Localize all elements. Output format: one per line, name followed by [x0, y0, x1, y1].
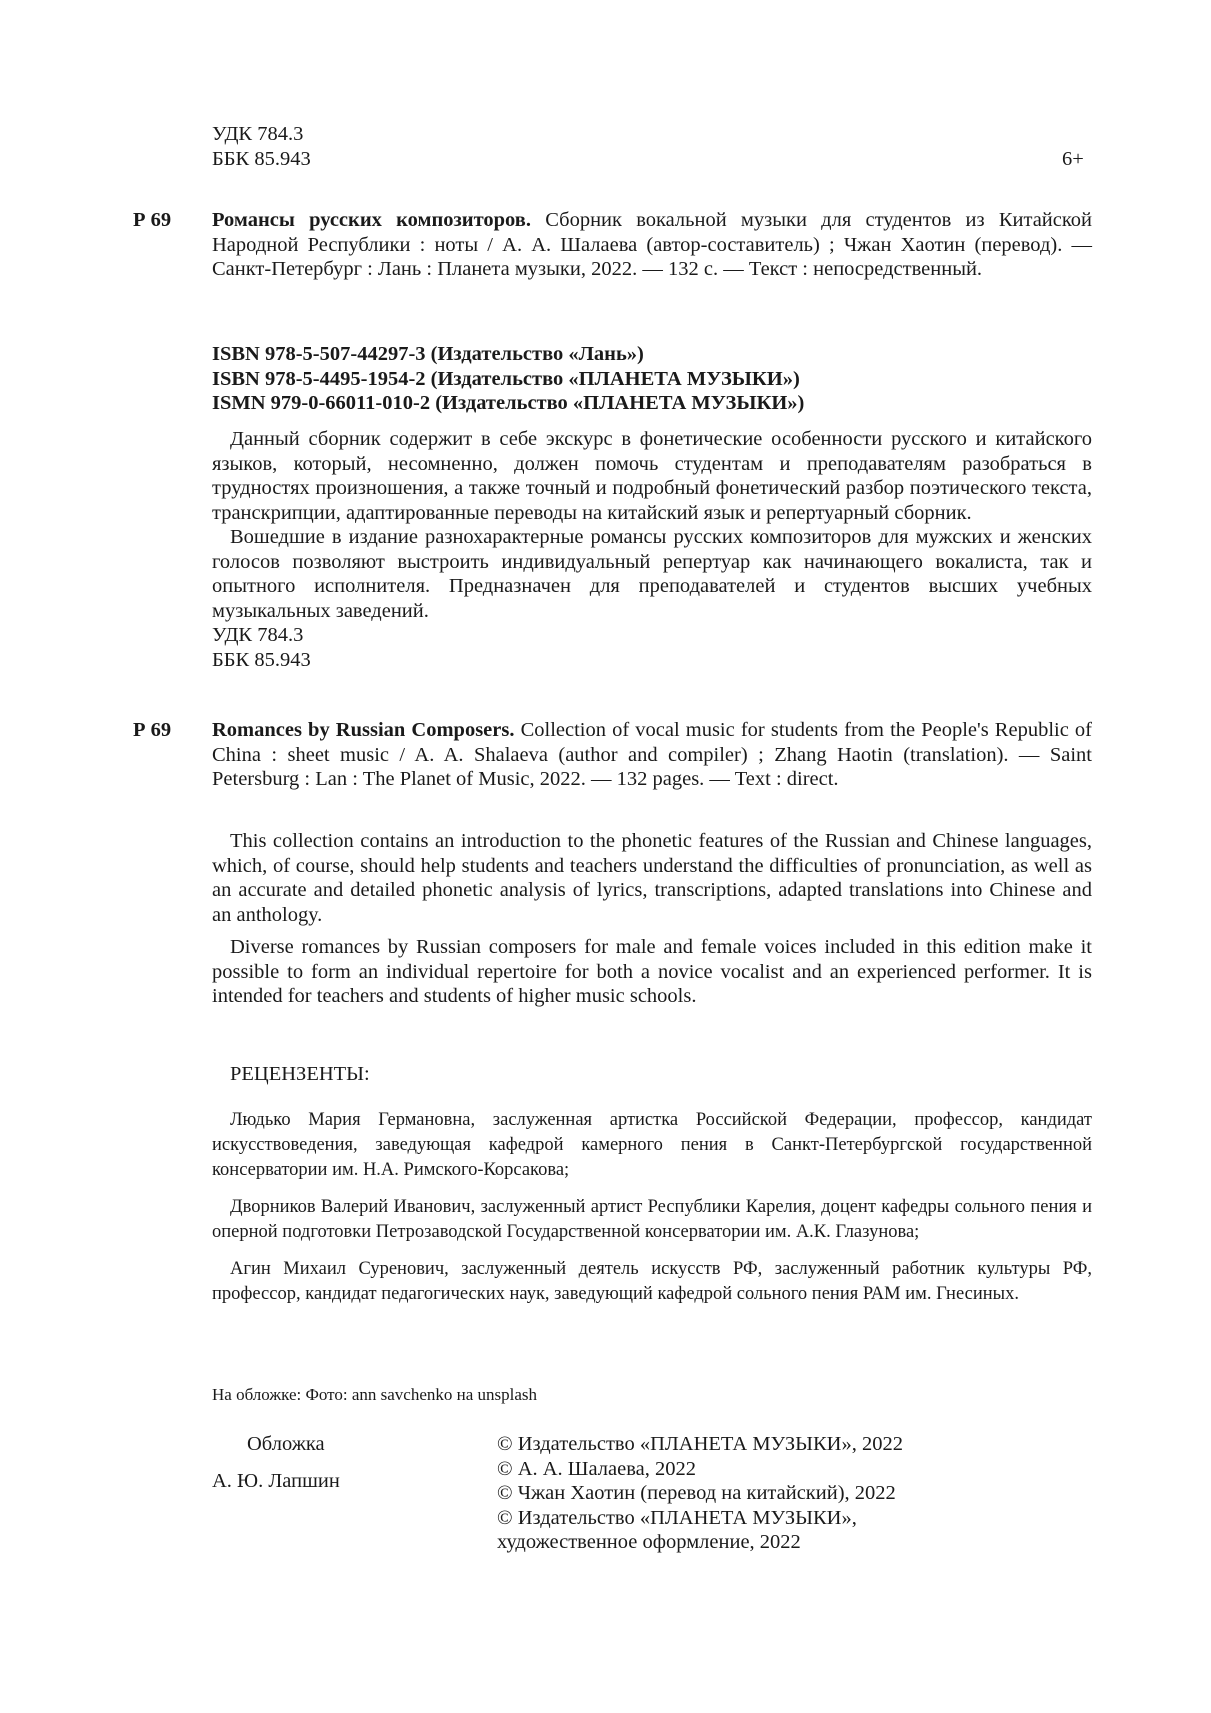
- isbn-lan: ISBN 978-5-507-44297-3 (Издательство «Лань»): [212, 343, 644, 365]
- header-classification: [212, 122, 311, 171]
- en-entry-description: Collection of vocal music for students from the People's Republic of China : sheet music / A. A. Shalaeva (author and compiler) ; Zhang Haotin (translation). — Saint Petersburg : Lan : The Planet of Music, 2022. — 132 pages. — Text : direct.: [212, 719, 1092, 790]
- ru-entry-title: Романсы русских композиторов.: [212, 209, 531, 231]
- ismn-planeta: ISMN 979-0-66011-010-2 (Издательство «ПЛАНЕТА МУЗЫКИ»): [212, 392, 805, 414]
- copyright-line: © А. А. Шалаева, 2022: [497, 1457, 696, 1480]
- en-annotation-paragraph: This collection contains an introduction to the phonetic features of the Russian and Chinese languages, which, of course, should help students and teachers understand the difficulties of pronunciation, as well as an accurate and detailed phonetic analysis of lyrics, transcriptions, adapted translations into Chinese and an anthology.: [212, 830, 1092, 926]
- ru-annotation-codes: [212, 623, 1092, 672]
- reviewers-list: [212, 1108, 1092, 1319]
- copyright-line: © Издательство «ПЛАНЕТА МУЗЫКИ», 2022: [497, 1433, 903, 1455]
- ru-annotation-paragraph: Данный сборник содержит в себе экскурс в фонетические особенности русского и китайского языков, который, несомненно, должен помочь студентам и преподавателям разобраться в трудностях произношения, а также точный и подробный фонетический разбор поэтического текста, транскрипции, адаптированные переводы на китайский язык и репертуарный сборник.: [212, 428, 1092, 524]
- isbn-planeta: ISBN 978-5-4495-1954-2 (Издательство «ПЛАНЕТА МУЗЫКИ»): [212, 367, 800, 390]
- reviewer-item: Дворников Валерий Иванович, заслуженный артист Республики Карелия, доцент кафедры сольного пения и оперной подготовки Петрозаводской Государственной консерватории им. А.К. Глазунова;: [212, 1197, 1092, 1242]
- ru-annotation-paragraph: Вошедшие в издание разнохарактерные романсы русских композиторов для мужских и женских голосов позволяют выстроить индивидуальный репертуар как начинающего вокалиста, так и опытного исполнителя. Предназначен для преподавателей и студентов высших учебных музыкальных заведений.: [212, 526, 1092, 622]
- reviewer-item: Людько Мария Германовна, заслуженная артистка Российской Федерации, профессор, кандидат искусствоведения, заведующая кафедрой камерного пения в Санкт-Петербургской государственной консерватории им. Н.А. Римского-Корсакова;: [212, 1110, 1092, 1180]
- udk-code: УДК 784.3: [212, 123, 304, 145]
- ru-udk: УДК 784.3: [212, 624, 304, 646]
- ru-entry-code: Р 69: [133, 209, 172, 231]
- copyright-block: [497, 1432, 903, 1555]
- reviewer-item: Агин Михаил Суренович, заслуженный деятель искусств РФ, заслуженный работник культуры РФ, профессор, кандидат педагогических наук, заведующий кафедрой сольного пения РАМ им. Гнесиных.: [212, 1259, 1092, 1304]
- ru-entry-description: Сборник вокальной музыки для студентов из Китайской Народной Республики : ноты / А. А. Шалаева (автор-составитель) ; Чжан Хаотин (перевод). — Санкт-Петербург : Лань : Планета музыки, 2022. — 132 с. — Текст : непосредственный.: [212, 209, 1093, 280]
- ru-entry-bibliographic-record: [212, 208, 1092, 282]
- copyright-line: © Чжан Хаотин (перевод на китайский), 2022: [497, 1482, 896, 1504]
- copyright-line: © Издательство «ПЛАНЕТА МУЗЫКИ»,: [497, 1506, 857, 1529]
- cover-designer: А. Ю. Лапшин: [212, 1470, 340, 1492]
- cover-label: Обложка: [247, 1433, 325, 1455]
- isbn-list: [212, 342, 1092, 416]
- en-annotation: [212, 829, 1092, 1009]
- age-rating: 6+: [1062, 148, 1084, 170]
- reviewers-heading: РЕЦЕНЗЕНТЫ:: [230, 1063, 370, 1085]
- bbk-code: ББК 85.943: [212, 147, 311, 170]
- copyright-line: художественное оформление, 2022: [497, 1531, 801, 1553]
- ru-annotation: [212, 427, 1092, 672]
- en-entry-code: Р 69: [133, 719, 172, 741]
- en-entry-title: Romances by Russian Composers.: [212, 719, 515, 741]
- cover-photo-credit: На обложке: Фото: ann savchenko на unsplash: [212, 1385, 538, 1404]
- en-entry-bibliographic-record: [212, 718, 1092, 792]
- en-annotation-paragraph: Diverse romances by Russian composers for male and female voices included in this edition make it possible to form an individual repertoire for both a novice vocalist and an experienced performer. It is intended for teachers and students of higher music schools.: [212, 936, 1092, 1007]
- ru-bbk: ББК 85.943: [212, 648, 311, 671]
